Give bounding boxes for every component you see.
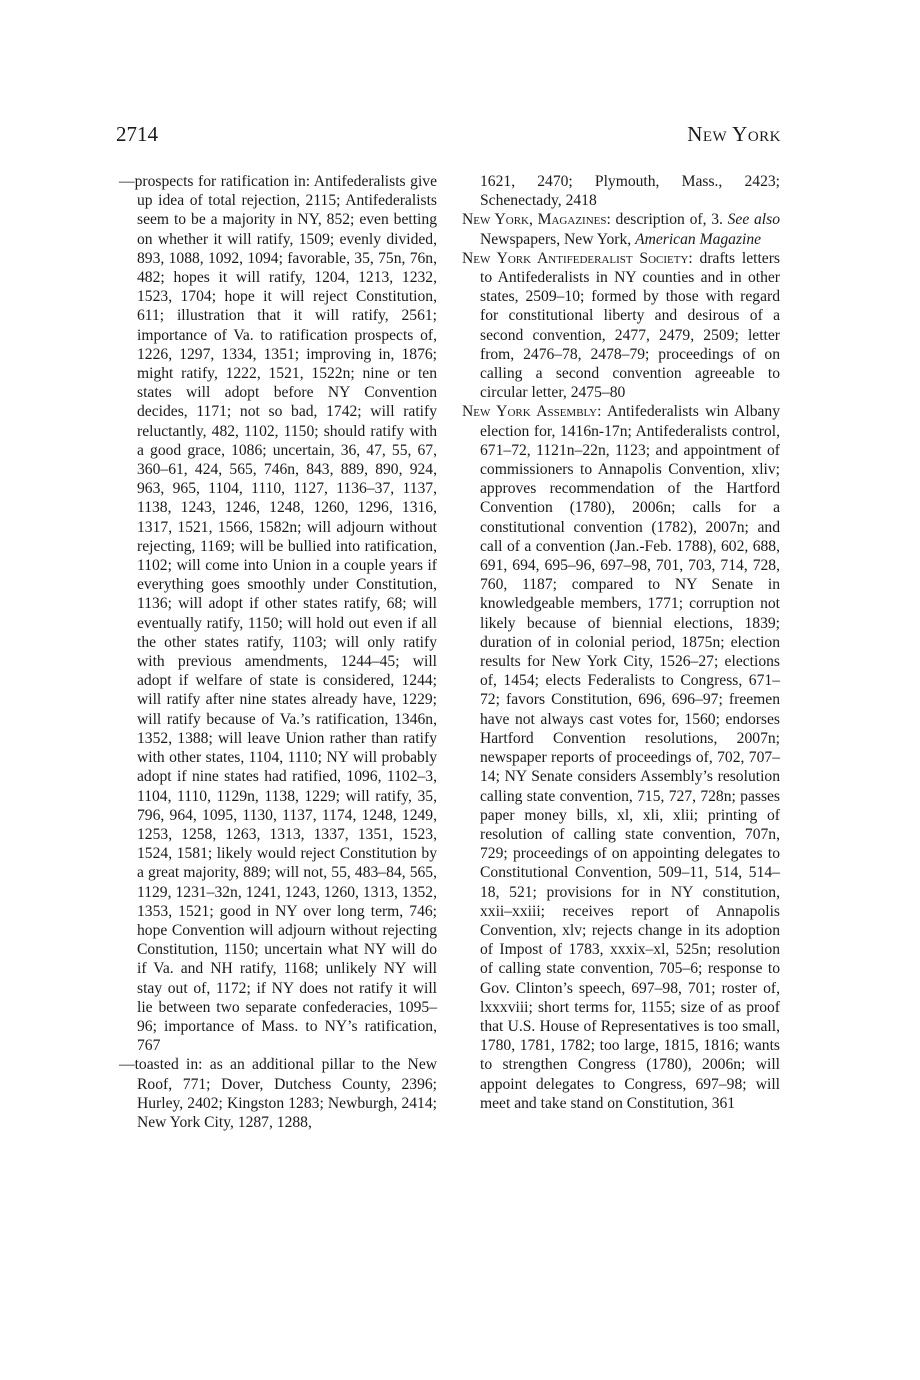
index-subentry-toasted: —toasted in: as an additional pillar to the New Roof, 771; Dover, Dutchess County, 2396; Hurley, 2402; Kingston 1283; Newburgh, 2414; New York City, 1287, 1288, — [119, 1056, 437, 1131]
entry-text: : description of, 3. — [606, 211, 728, 229]
index-entry-assembly — [462, 402, 780, 1113]
entry-heading: New York Assembly — [462, 403, 598, 421]
index-continuation: 1621, 2470; Plymouth, Mass., 2423; Schenectady, 2418 — [480, 173, 780, 210]
see-also-label: See also — [727, 211, 780, 229]
index-subentry-prospects: —prospects for ratification in: Antifederalists give up idea of total rejection, 2115; Antifederalists seem to be a majority in NY, 852; even betting on whether it will ratify, 1509; evenly divided, 893, 1088, 1092, 1094; favorable, 35, 75n, 76n, 482; hopes it will ratify, 1204, 1213, 1232, 1523, 1704; hope it will reject Constitution, 611; illustration that it will ratify, 2561; importance of Va. to ratification prospects of, 1226, 1297, 1334, 1351; improving in, 1876; might ratify, 1222, 1521, 1522n; nine or ten states will adopt before NY Convention decides, 1171; not so bad, 1742; will ratify reluctantly, 482, 1102, 1150; should ratify with a good grace, 1086; uncertain, 36, 47, 55, 67, 360–61, 424, 565, 746n, 843, 889, 890, 924, 963, 965, 1104, 1110, 1127, 1136–37, 1137, 1138, 1243, 1246, 1248, 1260, 1296, 1316, 1317, 1521, 1566, 1582n; will adjourn without rejecting, 1169; will be bullied into ratification, 1102; will come into Union in a couple years if everything goes smoothly under Constitution, 1136; will adopt if other states ratify, 68; will eventually ratify, 1150; will hold out even if all the other states ratify, 1103; will only ratify with previous amendments, 1244–45; will adopt if welfare of state is considered, 1244; will ratify after nine states already have, 1229; will ratify because of Va.’s ratification, 1346n, 1352, 1388; will leave Union rather than ratify with other states, 1104, 1110; NY will probably adopt if nine states had ratified, 1096, 1102–3, 1104, 1110, 1129n, 1138, 1229; will ratify, 35, 796, 964, 1095, 1130, 1137, 1174, 1248, 1249, 1253, 1258, 1263, 1313, 1337, 1351, 1523, 1524, 1581; likely would reject Constitution by a great majority, 889; will not, 55, 483–84, 565, 1129, 1231–32n, 1241, 1243, 1260, 1313, 1352, 1353, 1521; good in NY over long term, 746; hope Convention will adjourn without rejecting Constitution, 1150; uncertain what NY will do if Va. and NH ratify, 1168; unlikely NY will stay out of, 1172; if NY does not ratify it will lie between two separate confederacies, 1095–96; importance of Mass. to NY’s ratification, 767 — [119, 173, 437, 1055]
left-column — [119, 172, 437, 1132]
entry-text: : drafts letters to Antifederalists in NY counties and in other states, 2509–10; formed by those with regard for constitutional liberty and desirous of a second convention, 2477, 2479, 2509; letter from, 2476–78, 2478–79; proceedings of on calling a second convention agreeable to circular letter, 2475–80 — [480, 249, 780, 402]
right-column — [462, 172, 780, 1113]
running-head: New York — [687, 122, 781, 146]
cross-reference: American Magazine — [635, 230, 762, 248]
entry-heading: New York, Magazines — [462, 211, 607, 229]
index-entry-antifederalist-society — [462, 249, 780, 403]
page-header — [116, 122, 781, 152]
page-number: 2714 — [116, 122, 158, 146]
entry-text: : Antifederalists win Albany election for, 1416n-17n; Antifederalists control, 671–72, 1121n–22n, 1123; and appointment of commissioners to Annapolis Convention, xliv; approves recommendation of the Hartford Convention (1780), 2006n; calls for a constitutional convention (1782), 2007n; and call of a convention (Jan.-Feb. 1788), 602, 688, 691, 694, 695–96, 697–98, 701, 703, 714, 728, 760, 1187; compared to NY Senate in knowledgeable members, 1771; corruption not likely because of biennial elections, 1839; duration of in colonial period, 1875n; election results for New York City, 1526–27; elections of, 1454; elects Federalists to Congress, 671–72; favors Constitution, 696, 696–97; freemen have not always cast votes for, 1560; endorses Hartford Convention resolutions, 2007n; newspaper reports of proceedings of, 702, 707–14; NY Senate considers Assembly’s resolution calling state convention, 715, 727, 728n; passes paper money bills, xl, xli, xlii; printing of resolution of calling state convention, 707n, 729; proceedings of on appointing delegates to Constitutional Convention, 509–11, 514, 514–18, 521; provisions for in NY constitution, xxii–xxiii; receives report of Annapolis Convention, xlv; rejects change in its adoption of Impost of 1783, xxxix–xl, 525n; resolution of calling state convention, 705–6; response to Gov. Clinton’s speech, 697–98, 701; roster of, lxxxviii; short terms for, 1155; size of as proof that U.S. House of Representatives is too small, 1780, 1781, 1782; too large, 1815, 1816; wants to strengthen Congress (1780), 2006n; will appoint delegates to Congress, 697–98; will meet and take stand on Constitution, 361 — [480, 403, 781, 1112]
entry-heading: New York Antifederalist Society — [462, 249, 689, 267]
index-entry-magazines — [462, 210, 780, 248]
entry-text: Newspapers, New York, — [480, 230, 636, 248]
